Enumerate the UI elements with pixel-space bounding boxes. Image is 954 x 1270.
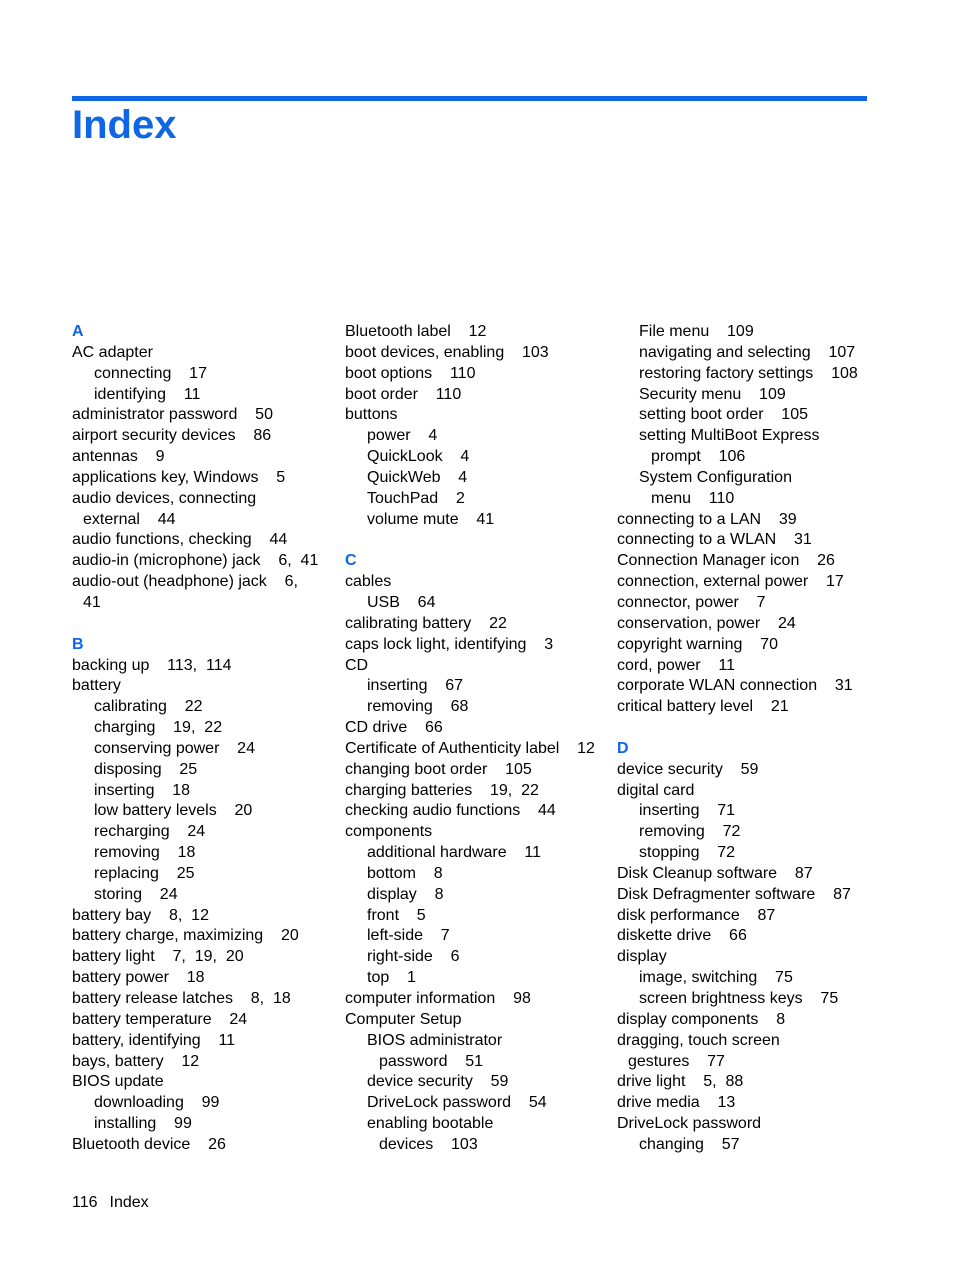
header-rule: [72, 96, 867, 101]
index-entry: copyright warning 70: [617, 635, 778, 653]
index-subentry: bottom 8: [367, 864, 443, 882]
index-entry: corporate WLAN connection 31: [617, 677, 853, 695]
index-column-1: [72, 322, 352, 1156]
index-subentry: right-side 6: [367, 948, 460, 966]
index-subentry: QuickLook 4: [367, 448, 470, 466]
index-entry: battery, identifying 11: [72, 1031, 236, 1049]
index-subentry: inserting 71: [639, 802, 736, 820]
footer-label: Index: [109, 1194, 149, 1211]
index-subentry: DriveLock password 54: [367, 1094, 547, 1112]
index-entry: DriveLock password: [617, 1115, 762, 1133]
index-subentry: display 8: [367, 885, 444, 903]
index-entry-continuation: prompt 106: [651, 448, 746, 466]
index-entry: Connection Manager icon 26: [617, 552, 835, 570]
index-entry: Computer Setup: [345, 1010, 462, 1028]
index-entry: boot devices, enabling 103: [345, 343, 549, 361]
index-entry: Disk Cleanup software 87: [617, 864, 813, 882]
index-subentry: volume mute 41: [367, 510, 495, 528]
index-entry: Certificate of Authenticity label 12: [345, 739, 595, 757]
index-entry: drive media 13: [617, 1094, 736, 1112]
index-entry: components: [345, 823, 433, 841]
index-entry: battery power 18: [72, 969, 205, 987]
index-entry: buttons: [345, 406, 398, 424]
index-subentry: downloading 99: [94, 1094, 220, 1112]
index-letter-heading: D: [617, 739, 629, 757]
index-entry: CD: [345, 656, 369, 674]
index-subentry: storing 24: [94, 885, 178, 903]
index-subentry: removing 68: [367, 698, 469, 716]
index-subentry: device security 59: [367, 1073, 509, 1091]
index-letter-heading: B: [72, 635, 84, 653]
index-entry: antennas 9: [72, 448, 165, 466]
index-subentry: conserving power 24: [94, 739, 255, 757]
index-entry: battery: [72, 677, 121, 695]
index-entry: airport security devices 86: [72, 427, 272, 445]
index-entry: battery release latches 8, 18: [72, 990, 291, 1007]
index-subentry: System Configuration: [639, 468, 792, 486]
index-subentry: power 4: [367, 427, 438, 445]
index-subentry: charging 19, 22: [94, 719, 223, 737]
index-entry: drive light 5, 88: [617, 1073, 744, 1091]
section-gap: [617, 718, 897, 739]
index-entry: calibrating battery 22: [345, 614, 507, 632]
index-subentry: low battery levels 20: [94, 802, 253, 820]
index-entry: audio devices, connecting: [72, 489, 257, 507]
index-subentry: QuickWeb 4: [367, 468, 468, 486]
index-subentry: connecting 17: [94, 364, 207, 382]
index-subentry: identifying 11: [94, 385, 201, 403]
index-entry: AC adapter: [72, 343, 153, 361]
index-subentry: File menu 109: [639, 323, 754, 340]
section-gap: [72, 614, 352, 635]
index-subentry: navigating and selecting 107: [639, 343, 856, 361]
index-subentry: top 1: [367, 969, 416, 987]
index-subentry: setting boot order 105: [639, 406, 808, 424]
index-subentry: Security menu 109: [639, 385, 786, 403]
index-subentry: disposing 25: [94, 760, 198, 778]
index-entry: Bluetooth device 26: [72, 1135, 226, 1153]
index-entry: audio-in (microphone) jack 6, 41: [72, 552, 319, 570]
section-gap: [345, 530, 625, 551]
index-subentry: replacing 25: [94, 864, 195, 882]
index-subentry: image, switching 75: [639, 969, 793, 987]
index-entry: bays, battery 12: [72, 1052, 200, 1070]
index-entry: connector, power 7: [617, 593, 766, 611]
index-subentry: recharging 24: [94, 823, 206, 841]
index-entry: device security 59: [617, 760, 759, 778]
index-entry: diskette drive 66: [617, 927, 747, 945]
index-subentry: BIOS administrator: [367, 1031, 503, 1049]
index-entry: boot options 110: [345, 364, 476, 382]
index-entry: cables: [345, 573, 392, 591]
page-footer: [72, 1193, 149, 1213]
index-letter-heading: C: [345, 552, 357, 570]
index-entry: dragging, touch screen: [617, 1031, 780, 1049]
index-entry-continuation: menu 110: [651, 489, 735, 507]
index-entry: connecting to a LAN 39: [617, 510, 797, 528]
index-subentry: calibrating 22: [94, 698, 203, 716]
index-subentry: inserting 18: [94, 781, 191, 799]
index-entry: battery temperature 24: [72, 1010, 248, 1028]
index-subentry: installing 99: [94, 1115, 192, 1133]
index-entry: audio-out (headphone) jack 6,: [72, 573, 298, 591]
page-title: Index: [72, 103, 177, 147]
index-entry: critical battery level 21: [617, 698, 789, 716]
index-entry: administrator password 50: [72, 406, 273, 424]
index-entry: boot order 110: [345, 385, 462, 403]
index-subentry: screen brightness keys 75: [639, 990, 839, 1007]
index-entry-continuation: devices 103: [379, 1135, 478, 1153]
index-letter-heading: A: [72, 323, 84, 340]
index-entry: display components 8: [617, 1010, 786, 1028]
index-entry: disk performance 87: [617, 906, 776, 924]
index-entry-continuation: gestures 77: [628, 1052, 725, 1070]
index-column-3: [617, 322, 897, 1156]
index-entry: caps lock light, identifying 3: [345, 635, 554, 653]
index-entry: computer information 98: [345, 990, 531, 1007]
index-entry: applications key, Windows 5: [72, 468, 286, 486]
index-entry: connection, external power 17: [617, 573, 844, 591]
index-subentry: removing 72: [639, 823, 741, 841]
index-entry: Disk Defragmenter software 87: [617, 885, 851, 903]
index-subentry: front 5: [367, 906, 426, 924]
index-entry: display: [617, 948, 667, 966]
index-entry-continuation: external 44: [83, 510, 176, 528]
index-entry: conservation, power 24: [617, 614, 796, 632]
index-entry: cord, power 11: [617, 656, 735, 674]
index-entry: battery charge, maximizing 20: [72, 927, 299, 945]
index-entry: connecting to a WLAN 31: [617, 531, 812, 549]
index-entry: backing up 113, 114: [72, 656, 232, 674]
index-entry-continuation: password 51: [379, 1052, 484, 1070]
index-subentry: changing 57: [639, 1135, 740, 1153]
index-entry: battery light 7, 19, 20: [72, 948, 244, 966]
index-subentry: additional hardware 11: [367, 844, 542, 862]
index-subentry: left-side 7: [367, 927, 450, 945]
index-subentry: inserting 67: [367, 677, 464, 695]
index-subentry: TouchPad 2: [367, 489, 465, 507]
index-subentry: stopping 72: [639, 844, 736, 862]
index-subentry: enabling bootable: [367, 1115, 494, 1133]
page-number: 116: [72, 1194, 98, 1211]
index-column-2: [345, 322, 625, 1156]
index-entry: digital card: [617, 781, 695, 799]
index-entry: audio functions, checking 44: [72, 531, 288, 549]
index-subentry: setting MultiBoot Express: [639, 427, 820, 445]
index-entry-continuation: 41: [83, 593, 101, 611]
index-subentry: removing 18: [94, 844, 196, 862]
index-entry: checking audio functions 44: [345, 802, 556, 820]
index-entry: charging batteries 19, 22: [345, 781, 539, 799]
index-entry: CD drive 66: [345, 719, 443, 737]
index-entry: BIOS update: [72, 1073, 164, 1091]
index-subentry: restoring factory settings 108: [639, 364, 858, 382]
index-entry: Bluetooth label 12: [345, 323, 487, 340]
index-entry: battery bay 8, 12: [72, 906, 209, 924]
index-subentry: USB 64: [367, 593, 436, 611]
index-entry: changing boot order 105: [345, 760, 532, 778]
